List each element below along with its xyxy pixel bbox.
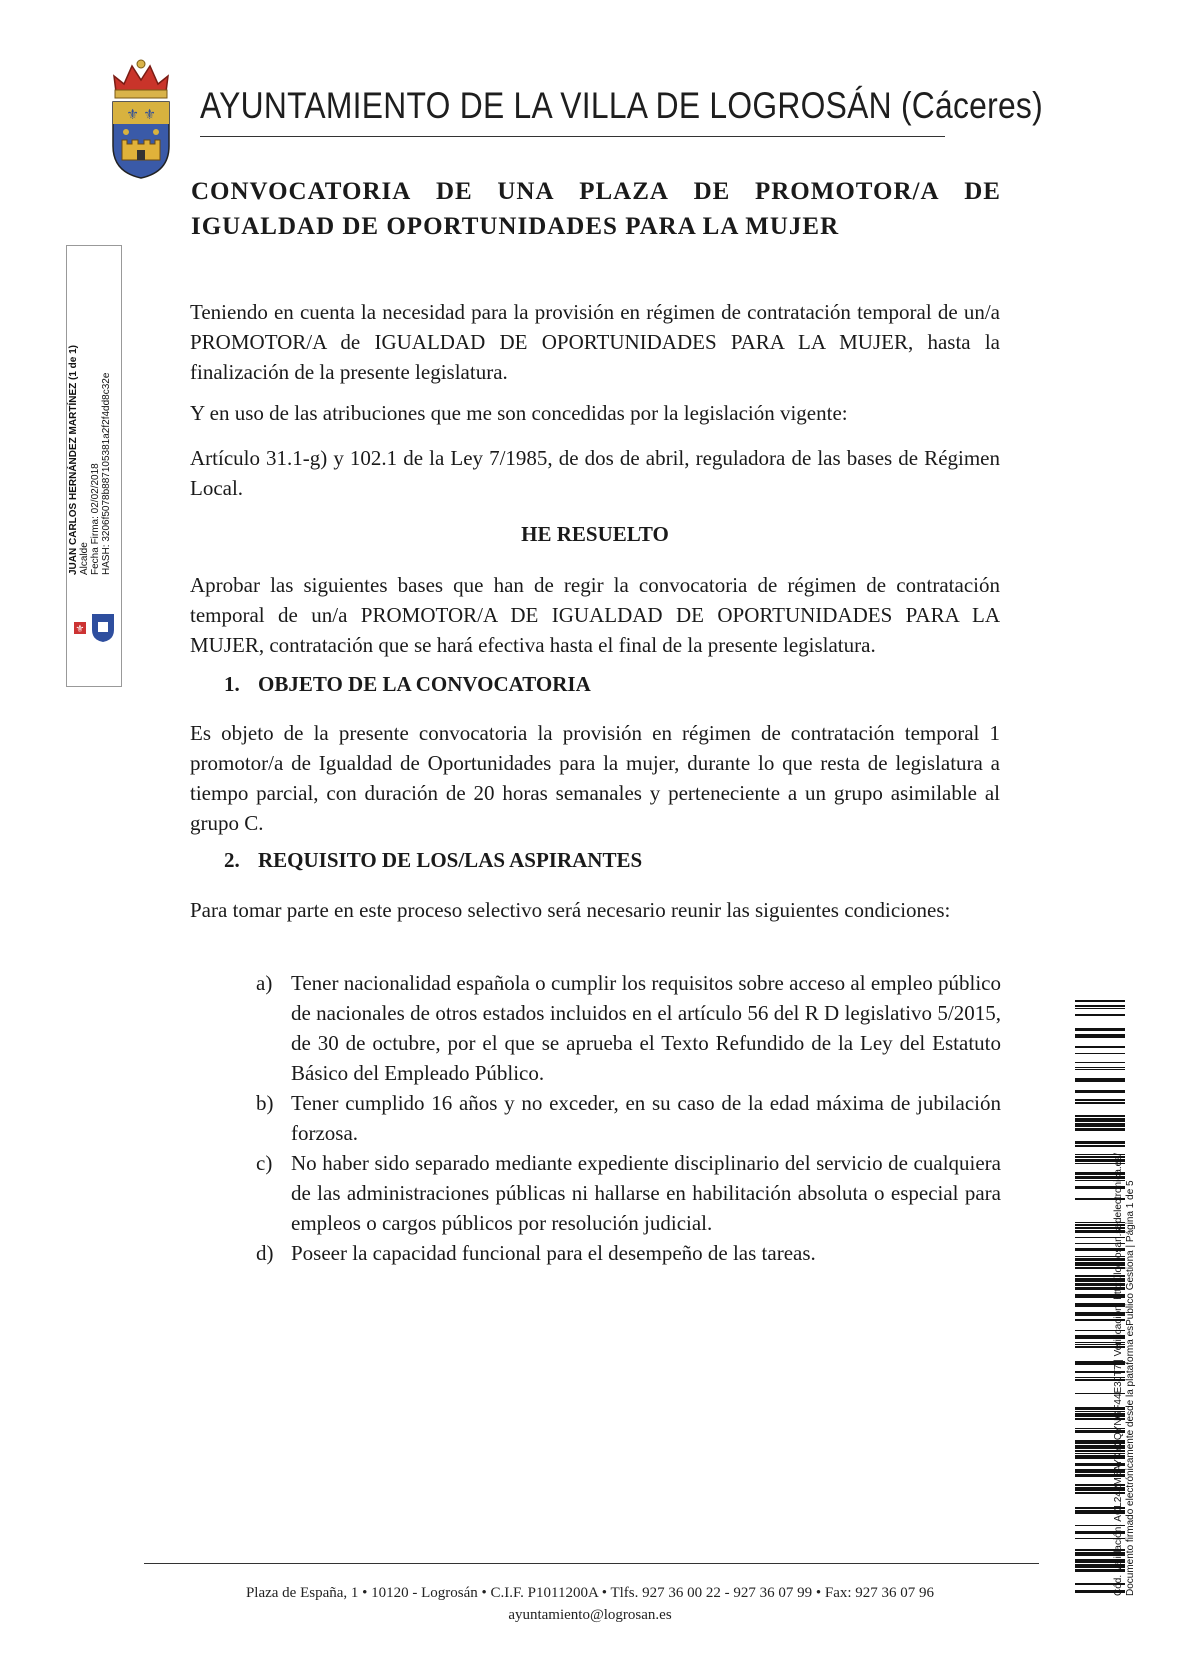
title-line-2: IGUALDAD DE OPORTUNIDADES PARA LA MUJER [191, 213, 840, 240]
title-word: UNA [497, 178, 555, 205]
signature-date: Fecha Firma: 02/02/2018 [90, 463, 101, 575]
title-line-1 [191, 174, 1001, 209]
title-word: CONVOCATORIA [191, 178, 412, 205]
section-title: OBJETO DE LA CONVOCATORIA [258, 672, 591, 696]
title-word: PROMOTOR/A [754, 178, 940, 205]
section-number: 2. [224, 848, 240, 872]
section-number: 1. [224, 672, 240, 696]
list-marker: b) [256, 1091, 274, 1115]
list-item [256, 1238, 1001, 1268]
list-item-text: Tener cumplido 16 años y no exceder, en su caso de la edad máxima de jubilación forzosa. [291, 1091, 1001, 1145]
article-paragraph: Artículo 31.1-g) y 102.1 de la Ley 7/1985, de dos de abril, reguladora de las bases de Régimen Local. [190, 446, 1000, 500]
footer-email: ayuntamiento@logrosan.es [508, 1607, 672, 1623]
signature-block [68, 145, 112, 575]
section-2-heading [224, 848, 642, 873]
section-1-heading [224, 672, 591, 697]
list-marker: a) [256, 971, 273, 995]
signer-role: Alcalde [79, 542, 90, 575]
list-item [256, 1088, 1001, 1148]
validation-code: Cód. Validación: ACL242M5AYKY2QYNGF44E3JT7 | Verificación: http://logrosan.sedelectronica.es/ [1113, 1152, 1124, 1596]
validation-block [1113, 1036, 1137, 1596]
svg-text:⚜ ⚜: ⚜ ⚜ [126, 107, 156, 123]
svg-text:⚜: ⚜ [75, 624, 85, 635]
footer [150, 1582, 1030, 1626]
coat-of-arms-logo [108, 56, 174, 180]
title-word: DE [964, 178, 1001, 205]
approval-paragraph: Aprobar las siguientes bases que han de regir la convocatoria de régimen de contratación temporal de un/a PROMOTOR/A DE IGUALDAD DE OPORTUNIDADES PARA LA MUJER, contratación que se hará efectiva hasta el final de la presente legislatura. [190, 573, 1000, 657]
list-item [256, 1148, 1001, 1238]
title-word: DE [693, 178, 731, 205]
list-item [256, 968, 1001, 1088]
section-1-paragraph: Es objeto de la presente convocatoria la provisión en régimen de contratación temporal 1 promotor/a de Igualdad de Oportunidades para la mujer, durante lo que resta de legislatura a tiempo parcial, con duración de 20 horas semanales y perteneciente a un grupo asimilable al grupo C. [190, 721, 1000, 835]
section-title: REQUISITO DE LOS/LAS ASPIRANTES [258, 848, 643, 872]
list-item-text: Poseer la capacidad funcional para el desempeño de las tareas. [291, 1241, 816, 1265]
list-item-text: Tener nacionalidad española o cumplir los requisitos sobre acceso al empleo público de nacionales de otros estados incluidos en el artículo 56 del R D legislativo 5/2015, de 30 de octubre, por el que se aprueba el Texto Refundido de la Ley del Estatuto Básico del Empleado Público. [291, 971, 1001, 1085]
section-2-paragraph: Para tomar parte en este proceso selectivo será necesario reunir las siguientes condiciones: [190, 898, 951, 922]
list-item-text: No haber sido separado mediante expediente disciplinario del servicio de cualquiera de las administraciones públicas ni hallarse en habilitación absoluta o especial para empleos o cargos públicos por resolución judicial. [291, 1151, 1001, 1235]
signature-seal-icon [72, 612, 118, 642]
attributions-paragraph: Y en uso de las atribuciones que me son concedidas por la legislación vigente: [190, 401, 848, 425]
list-marker: d) [256, 1241, 274, 1265]
organization-name: AYUNTAMIENTO DE LA VILLA DE LOGROSÁN (Cáceres) [200, 85, 1043, 126]
footer-address: Plaza de España, 1 • 10120 - Logrosán • C.I.F. P1011200A • Tlfs. 927 36 00 22 - 927 36 07 99 • Fax: 927 36 07 96 [245, 1585, 935, 1601]
title-word: PLAZA [579, 178, 669, 205]
validation-note: Documento firmado electrónicamente desde la plataforma esPublico Gestiona | Página 1 de 5 [1125, 1180, 1136, 1596]
title-word: DE [435, 178, 473, 205]
list-marker: c) [256, 1151, 273, 1175]
requirements-list [256, 968, 1001, 1268]
signer-name: JUAN CARLOS HERNÁNDEZ MARTÍNEZ (1 de 1) [68, 344, 79, 575]
document-title [191, 174, 1001, 244]
intro-paragraph: Teniendo en cuenta la necesidad para la provisión en régimen de contratación temporal de un/a PROMOTOR/A de IGUALDAD DE OPORTUNIDADES PARA LA MUJER, hasta la finalización de la presente legislatura. [190, 300, 1000, 384]
signature-hash: HASH: 3206f5078b887105381a2f2f4dd8c32e [101, 372, 112, 575]
footer-divider [144, 1563, 1039, 1564]
header-divider [200, 136, 945, 137]
resolution-heading: HE RESUELTO [521, 522, 669, 546]
